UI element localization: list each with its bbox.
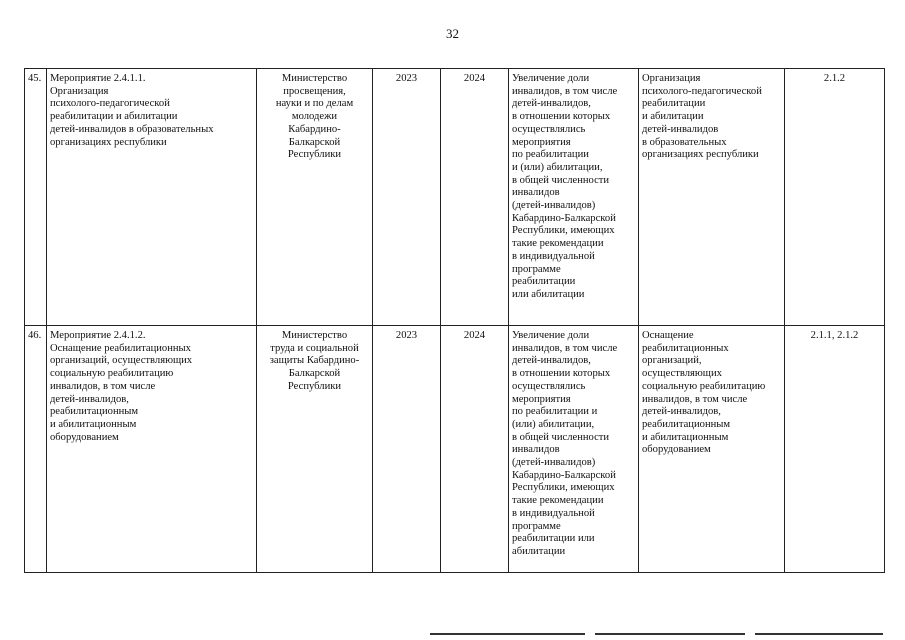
footer-rule xyxy=(595,633,745,635)
text-line: детей-инвалидов, xyxy=(512,98,591,110)
text-line: реабилитационных xyxy=(642,342,729,354)
text-line: такие рекомендации xyxy=(512,238,604,250)
text-line: просвещения, xyxy=(283,85,346,97)
event-cell xyxy=(47,326,257,573)
indicator-cell xyxy=(509,326,639,573)
text-line: организациях республики xyxy=(642,149,759,161)
measures-table xyxy=(24,68,885,573)
start-year-cell: 2023 xyxy=(373,326,441,573)
text-line: или абилитации xyxy=(512,288,585,300)
text-line: мероприятия xyxy=(512,393,571,405)
text-line: реабилитационным xyxy=(642,418,731,430)
text-line: реабилитации и абилитации xyxy=(50,111,178,123)
link-cell: 2.1.1, 2.1.2 xyxy=(785,326,885,573)
text-line: детей-инвалидов, xyxy=(50,393,129,405)
text-line: в общей численности xyxy=(512,431,610,443)
table-row xyxy=(25,326,885,573)
text-line: осуществляющих xyxy=(642,368,722,380)
text-line: (детей-инвалидов) xyxy=(512,200,596,212)
text-line: инвалидов, в том числе xyxy=(50,380,156,392)
text-line: детей-инвалидов, xyxy=(642,406,721,418)
text-line: науки и по делам xyxy=(275,98,354,110)
executor-cell xyxy=(257,326,373,573)
text-line: такие рекомендации xyxy=(512,495,604,507)
text-line: в индивидуальной xyxy=(512,250,595,262)
text-line: и абилитационным xyxy=(50,418,137,430)
end-year-cell: 2024 xyxy=(441,69,509,326)
text-line: организаций, осуществляющих xyxy=(50,355,193,367)
text-line: Оснащение реабилитационных xyxy=(50,342,191,354)
text-line: Увеличение доли xyxy=(512,73,590,84)
text-line: организациях республики xyxy=(50,136,167,148)
text-line: защиты Кабардино- xyxy=(269,355,360,367)
page-number: 32 xyxy=(446,26,459,41)
text-line: Республики, имеющих xyxy=(512,225,615,237)
text-line: Оснащение xyxy=(642,330,694,341)
text-line: Кабардино- xyxy=(288,123,341,135)
text-line: по реабилитации xyxy=(512,149,589,161)
result-cell xyxy=(639,326,785,573)
indicator-cell xyxy=(509,69,639,326)
text-line: по реабилитации и xyxy=(512,406,598,418)
text-line: инвалидов xyxy=(512,444,560,456)
text-line: молодежи xyxy=(291,111,338,123)
text-line: Кабардино-Балкарской xyxy=(512,469,616,481)
text-line: (детей-инвалидов) xyxy=(512,457,596,469)
text-line: организаций, xyxy=(642,355,702,367)
text-line: в отношении которых xyxy=(512,111,611,123)
text-line: детей-инвалидов в образовательных xyxy=(50,123,214,135)
row-number: 46. xyxy=(25,326,47,573)
text-line: программе xyxy=(512,263,561,275)
text-line: осуществлялись xyxy=(512,123,586,135)
text-line: детей-инвалидов xyxy=(642,123,719,135)
text-line: Кабардино-Балкарской xyxy=(512,212,616,224)
executor-cell xyxy=(257,69,373,326)
text-line: Увеличение доли xyxy=(512,330,590,341)
text-line: инвалидов, в том числе xyxy=(642,393,748,405)
table-row xyxy=(25,69,885,326)
text-line: реабилитации xyxy=(642,98,706,110)
text-line: Балкарской xyxy=(288,368,341,380)
text-line: инвалидов, в том числе xyxy=(512,85,618,97)
text-line: реабилитационным xyxy=(50,406,139,418)
text-line: Республики, имеющих xyxy=(512,482,615,494)
text-line: труда и социальной xyxy=(270,342,359,354)
text-line: Балкарской xyxy=(288,136,341,148)
text-line: программе xyxy=(512,520,561,532)
text-line: абилитации xyxy=(512,545,566,557)
text-line: Министерство xyxy=(281,73,348,84)
text-line: инвалидов, в том числе xyxy=(512,342,618,354)
footer-rule xyxy=(755,633,883,635)
text-line: оборудованием xyxy=(50,431,119,443)
start-year-cell: 2023 xyxy=(373,69,441,326)
text-line: Мероприятие 2.4.1.2. xyxy=(50,330,146,341)
text-line: и абилитационным xyxy=(642,431,729,443)
text-line: мероприятия xyxy=(512,136,571,148)
text-line: Министерство xyxy=(281,330,348,341)
text-line: реабилитации или xyxy=(512,533,595,545)
text-line: в общей численности xyxy=(512,174,610,186)
link-cell: 2.1.2 xyxy=(785,69,885,326)
row-number: 45. xyxy=(25,69,47,326)
text-line: Организация xyxy=(642,73,701,84)
text-line: Республики xyxy=(287,380,342,392)
text-line: Мероприятие 2.4.1.1. xyxy=(50,73,146,84)
text-line: оборудованием xyxy=(642,444,711,456)
text-line: реабилитации xyxy=(512,276,576,288)
text-line: Организация xyxy=(50,85,109,97)
text-line: социальную реабилитацию xyxy=(50,368,174,380)
end-year-cell: 2024 xyxy=(441,326,509,573)
text-line: инвалидов xyxy=(512,187,560,199)
text-line: в образовательных xyxy=(642,136,727,148)
event-cell xyxy=(47,69,257,326)
text-line: в отношении которых xyxy=(512,368,611,380)
text-line: Республики xyxy=(287,149,342,161)
text-line: психолого-педагогической xyxy=(50,98,170,110)
text-line: социальную реабилитацию xyxy=(642,380,766,392)
text-line: психолого-педагогической xyxy=(642,85,762,97)
text-line: детей-инвалидов, xyxy=(512,355,591,367)
text-line: (или) абилитации, xyxy=(512,418,595,430)
result-cell xyxy=(639,69,785,326)
text-line: в индивидуальной xyxy=(512,507,595,519)
text-line: и абилитации xyxy=(642,111,704,123)
text-line: и (или) абилитации, xyxy=(512,161,603,173)
text-line: осуществлялись xyxy=(512,380,586,392)
footer-rule xyxy=(430,633,585,635)
